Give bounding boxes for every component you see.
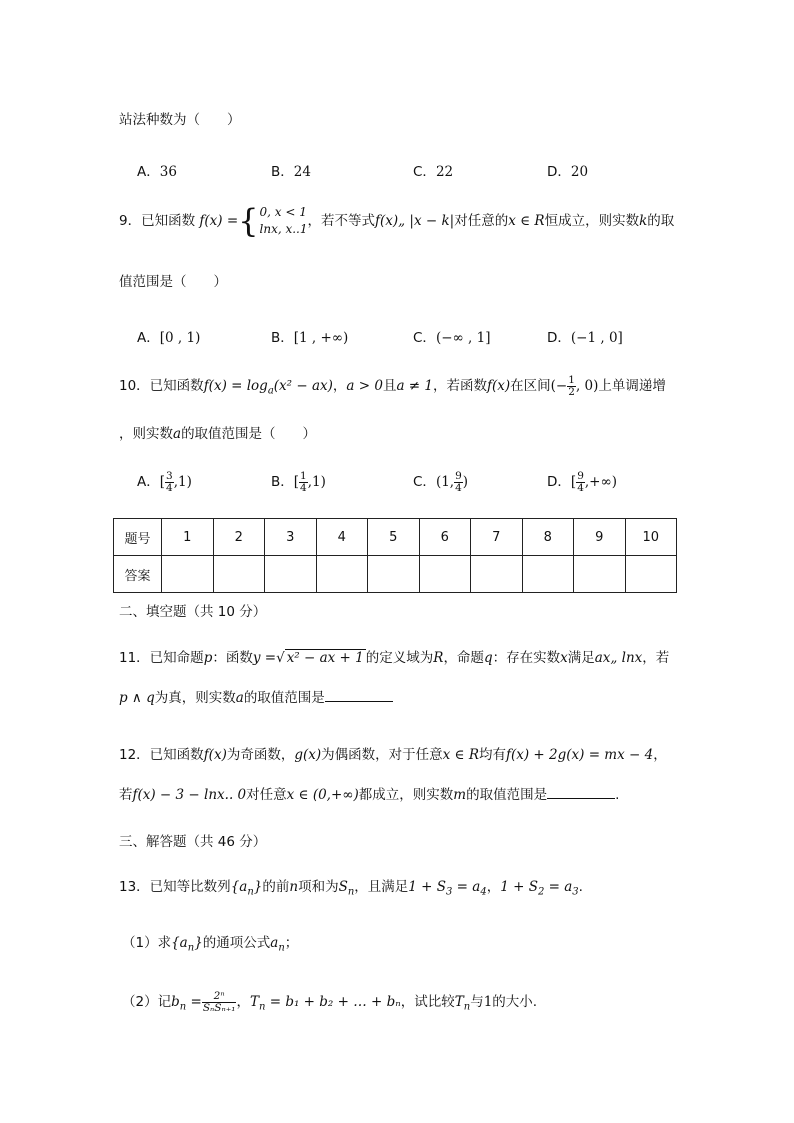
answer-table	[113, 518, 677, 593]
q9-stem-line2: 值范围是（ ）	[119, 274, 227, 290]
q11-stem-line2: p ∧ q为真，则实数a的取值范围是	[119, 686, 393, 706]
answer-cell[interactable]	[213, 556, 265, 593]
answer-cell[interactable]	[574, 556, 626, 593]
table-cell: 3	[265, 519, 317, 556]
table-header-number: 题号	[114, 519, 162, 556]
q13-stem: 13．已知等比数列$\{a_n\}$的前n项和为$S_n$，且满足$1 + S_3 = a_4$，$1 + S_2 = a_3$.	[119, 879, 583, 898]
q9-stem: 9．已知函数 f(x) ={ 0, x < 1 lnx, x..1 ，若不等式f(x)„ |x − k|对任意的x ∈ R恒成立，则实数k的取	[119, 202, 675, 240]
q8-option-b: B．24	[271, 164, 311, 180]
section-solutions-heading: 三、解答题（共 46 分）	[119, 834, 267, 850]
q10-option-b: B．[ $\frac{1}{4}$ ,1)	[271, 469, 326, 494]
table-header-answer: 答案	[114, 556, 162, 593]
q12-stem: 12．已知函数f(x)为奇函数，g(x)为偶函数，对于任意x ∈ R均有f(x) + 2g(x) = mx − 4，	[119, 747, 667, 763]
table-cell: 8	[522, 519, 574, 556]
table-cell: 5	[368, 519, 420, 556]
q8-option-a: A．36	[137, 164, 177, 180]
table-cell: 9	[574, 519, 626, 556]
q12-stem-line2: 若f(x) − 3 − lnx.. 0对任意x ∈ (0,+∞)都成立，则实数m的取值范围是 .	[119, 787, 620, 803]
q13-part1: （1）求$\{a_n\}$的通项公式$a_n$；	[122, 935, 299, 954]
table-row	[114, 519, 677, 556]
answer-cell[interactable]	[162, 556, 214, 593]
q8-option-c: C．22	[413, 164, 454, 180]
q9-option-d: D．(−1 , 0]	[547, 330, 623, 346]
q10-option-c: C．(1, $\frac{9}{4}$ )	[413, 469, 469, 494]
q8-tail: 站法种数为（ ）	[119, 112, 241, 128]
table-cell: 7	[471, 519, 523, 556]
answer-cell[interactable]	[419, 556, 471, 593]
q12-answer-blank[interactable]	[547, 797, 615, 799]
q8-options	[0, 160, 794, 190]
q10-option-d: D．[ $\frac{9}{4}$ ,+∞)	[547, 469, 617, 494]
answer-cell[interactable]	[265, 556, 317, 593]
table-cell: 6	[419, 519, 471, 556]
answer-cell[interactable]	[316, 556, 368, 593]
q9-option-b: B．[1 , +∞)	[271, 330, 349, 346]
answer-cell[interactable]	[368, 556, 420, 593]
q9-option-a: A．[0 , 1)	[137, 330, 201, 346]
q10-stem: 10．已知函数$f(x) = \log_a(x^2 - ax)$，a > 0且a ≠ 1，若函数f(x)在区间(− $\frac{1}{2}$ , 0)上单调递增	[119, 373, 666, 398]
q9-option-c: C．(−∞ , 1]	[413, 330, 491, 346]
answer-cell[interactable]	[625, 556, 677, 593]
q11-stem: 11．已知命题p：函数y =√ x² − ax + 1 的定义域为R，命题q：存在实数x满足ax„ lnx，若	[119, 650, 670, 666]
q10-option-a: A．[ $\frac{3}{4}$ ,1)	[137, 469, 192, 494]
q8-option-d: D．20	[547, 164, 589, 180]
table-cell: 2	[213, 519, 265, 556]
table-cell: 1	[162, 519, 214, 556]
q10-options	[0, 470, 794, 500]
table-row	[114, 556, 677, 593]
q10-stem-line2: ，则实数a的取值范围是（ ）	[119, 426, 317, 442]
table-cell: 10	[625, 519, 677, 556]
q13-part2: （2）记$b_n$ = $\frac{\text{2ⁿ}}{\text{SₙSₙ₊₁}}$ ，$T_n = b_1 + b_2$ + … + bₙ，试比较$T_n$与1的大小.	[122, 989, 538, 1014]
section-fill-in-heading: 二、填空题（共 10 分）	[119, 604, 267, 620]
answer-cell[interactable]	[522, 556, 574, 593]
q9-options	[0, 326, 794, 356]
table-cell: 4	[316, 519, 368, 556]
q11-answer-blank[interactable]	[325, 700, 393, 702]
answer-cell[interactable]	[471, 556, 523, 593]
